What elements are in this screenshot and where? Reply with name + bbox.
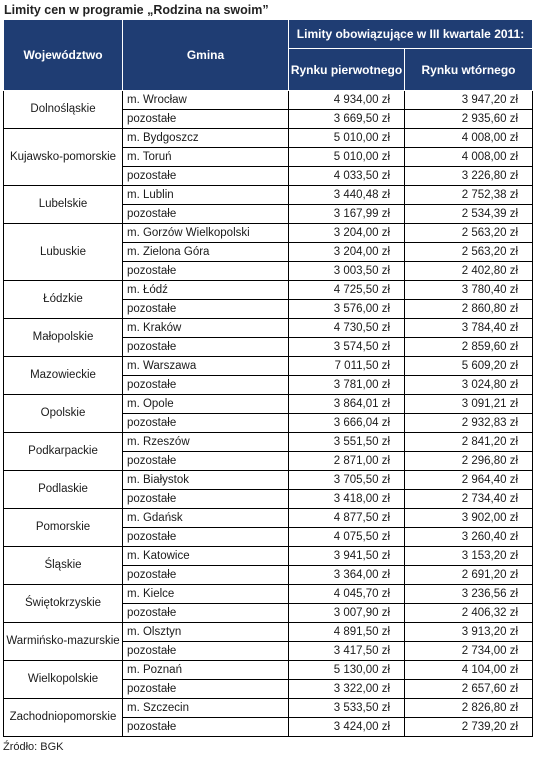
cell-primary-market: 4 730,50 zł <box>289 319 405 338</box>
cell-secondary-market: 3 947,20 zł <box>405 91 533 110</box>
cell-secondary-market: 3 153,20 zł <box>405 547 533 566</box>
cell-gmina: pozostałe <box>123 300 289 319</box>
cell-secondary-market: 4 104,00 zł <box>405 661 533 680</box>
cell-primary-market: 4 934,00 zł <box>289 91 405 110</box>
cell-primary-market: 3 003,50 zł <box>289 262 405 281</box>
cell-secondary-market: 2 563,20 zł <box>405 243 533 262</box>
cell-secondary-market: 2 859,60 zł <box>405 338 533 357</box>
cell-gmina: m. Szczecin <box>123 699 289 718</box>
cell-primary-market: 3 204,00 zł <box>289 224 405 243</box>
cell-primary-market: 4 891,50 zł <box>289 623 405 642</box>
cell-primary-market: 3 576,00 zł <box>289 300 405 319</box>
cell-wojewodztwo: Wielkopolskie <box>4 661 123 699</box>
column-header-gmina: Gmina <box>123 20 289 91</box>
cell-gmina: pozostałe <box>123 680 289 699</box>
cell-secondary-market: 2 734,00 zł <box>405 642 533 661</box>
cell-secondary-market: 2 402,80 zł <box>405 262 533 281</box>
cell-primary-market: 3 864,01 zł <box>289 395 405 414</box>
cell-gmina: m. Bydgoszcz <box>123 129 289 148</box>
cell-primary-market: 2 871,00 zł <box>289 452 405 471</box>
cell-primary-market: 3 424,00 zł <box>289 718 405 737</box>
cell-gmina: pozostałe <box>123 376 289 395</box>
cell-secondary-market: 2 734,40 zł <box>405 490 533 509</box>
cell-gmina: m. Lublin <box>123 186 289 205</box>
cell-primary-market: 3 533,50 zł <box>289 699 405 718</box>
cell-secondary-market: 2 296,80 zł <box>405 452 533 471</box>
cell-secondary-market: 3 226,80 zł <box>405 167 533 186</box>
cell-primary-market: 4 075,50 zł <box>289 528 405 547</box>
cell-primary-market: 3 669,50 zł <box>289 110 405 129</box>
cell-gmina: m. Opole <box>123 395 289 414</box>
cell-primary-market: 5 130,00 zł <box>289 661 405 680</box>
cell-secondary-market: 3 236,56 zł <box>405 585 533 604</box>
cell-secondary-market: 2 563,20 zł <box>405 224 533 243</box>
cell-primary-market: 3 204,00 zł <box>289 243 405 262</box>
cell-primary-market: 3 781,00 zł <box>289 376 405 395</box>
cell-primary-market: 3 551,50 zł <box>289 433 405 452</box>
cell-wojewodztwo: Zachodniopomorskie <box>4 699 123 737</box>
cell-secondary-market: 5 609,20 zł <box>405 357 533 376</box>
cell-secondary-market: 3 091,21 zł <box>405 395 533 414</box>
price-limits-table <box>3 19 533 737</box>
cell-gmina: pozostałe <box>123 110 289 129</box>
cell-secondary-market: 4 008,00 zł <box>405 148 533 167</box>
table-row <box>4 91 533 110</box>
table-header <box>4 20 533 91</box>
table-row <box>4 471 533 490</box>
cell-gmina: pozostałe <box>123 642 289 661</box>
cell-gmina: pozostałe <box>123 452 289 471</box>
cell-secondary-market: 2 935,60 zł <box>405 110 533 129</box>
cell-secondary-market: 4 008,00 zł <box>405 129 533 148</box>
cell-secondary-market: 3 024,80 zł <box>405 376 533 395</box>
cell-primary-market: 3 167,99 zł <box>289 205 405 224</box>
cell-primary-market: 3 574,50 zł <box>289 338 405 357</box>
cell-gmina: pozostałe <box>123 528 289 547</box>
cell-primary-market: 3 007,90 zł <box>289 604 405 623</box>
cell-gmina: m. Olsztyn <box>123 623 289 642</box>
cell-gmina: pozostałe <box>123 167 289 186</box>
table-row <box>4 585 533 604</box>
cell-secondary-market: 2 826,80 zł <box>405 699 533 718</box>
table-row <box>4 357 533 376</box>
column-header-wojewodztwo: Województwo <box>4 20 123 91</box>
cell-secondary-market: 3 780,40 zł <box>405 281 533 300</box>
cell-secondary-market: 2 739,20 zł <box>405 718 533 737</box>
cell-wojewodztwo: Opolskie <box>4 395 123 433</box>
column-header-secondary-market: Rynku wtórnego <box>405 49 533 91</box>
cell-wojewodztwo: Pomorskie <box>4 509 123 547</box>
cell-wojewodztwo: Dolnośląskie <box>4 91 123 129</box>
source-note: Źródło: BGK <box>3 741 64 753</box>
table-row <box>4 224 533 243</box>
cell-gmina: m. Łódź <box>123 281 289 300</box>
cell-primary-market: 3 666,04 zł <box>289 414 405 433</box>
cell-gmina: pozostałe <box>123 566 289 585</box>
table-row <box>4 509 533 528</box>
cell-gmina: m. Katowice <box>123 547 289 566</box>
cell-secondary-market: 3 902,00 zł <box>405 509 533 528</box>
cell-primary-market: 4 725,50 zł <box>289 281 405 300</box>
cell-primary-market: 4 033,50 zł <box>289 167 405 186</box>
table-row <box>4 547 533 566</box>
cell-wojewodztwo: Śląskie <box>4 547 123 585</box>
table-row <box>4 433 533 452</box>
cell-wojewodztwo: Małopolskie <box>4 319 123 357</box>
cell-gmina: m. Wrocław <box>123 91 289 110</box>
cell-gmina: m. Kielce <box>123 585 289 604</box>
cell-wojewodztwo: Świętokrzyskie <box>4 585 123 623</box>
table-row <box>4 623 533 642</box>
cell-primary-market: 3 941,50 zł <box>289 547 405 566</box>
table-row <box>4 186 533 205</box>
cell-secondary-market: 2 406,32 zł <box>405 604 533 623</box>
page-title: Limity cen w programie „Rodzina na swoim” <box>4 3 269 17</box>
cell-gmina: pozostałe <box>123 205 289 224</box>
cell-primary-market: 3 705,50 zł <box>289 471 405 490</box>
cell-secondary-market: 3 913,20 zł <box>405 623 533 642</box>
cell-wojewodztwo: Lubuskie <box>4 224 123 281</box>
cell-secondary-market: 2 534,39 zł <box>405 205 533 224</box>
cell-secondary-market: 2 860,80 zł <box>405 300 533 319</box>
cell-gmina: m. Rzeszów <box>123 433 289 452</box>
cell-gmina: m. Kraków <box>123 319 289 338</box>
cell-wojewodztwo: Kujawsko-pomorskie <box>4 129 123 186</box>
cell-secondary-market: 2 691,20 zł <box>405 566 533 585</box>
table-row <box>4 395 533 414</box>
cell-primary-market: 3 418,00 zł <box>289 490 405 509</box>
cell-primary-market: 3 417,50 zł <box>289 642 405 661</box>
cell-gmina: pozostałe <box>123 262 289 281</box>
cell-wojewodztwo: Podkarpackie <box>4 433 123 471</box>
cell-wojewodztwo: Lubelskie <box>4 186 123 224</box>
cell-gmina: pozostałe <box>123 604 289 623</box>
cell-primary-market: 5 010,00 zł <box>289 148 405 167</box>
cell-secondary-market: 2 752,38 zł <box>405 186 533 205</box>
cell-wojewodztwo: Podlaskie <box>4 471 123 509</box>
cell-wojewodztwo: Łódzkie <box>4 281 123 319</box>
table-row <box>4 319 533 338</box>
cell-gmina: m. Białystok <box>123 471 289 490</box>
cell-wojewodztwo: Warmińsko-mazurskie <box>4 623 123 661</box>
table-row <box>4 661 533 680</box>
cell-primary-market: 4 045,70 zł <box>289 585 405 604</box>
cell-gmina: pozostałe <box>123 414 289 433</box>
cell-wojewodztwo: Mazowieckie <box>4 357 123 395</box>
cell-gmina: m. Gorzów Wielkopolski <box>123 224 289 243</box>
cell-primary-market: 3 364,00 zł <box>289 566 405 585</box>
cell-gmina: pozostałe <box>123 718 289 737</box>
cell-gmina: m. Warszawa <box>123 357 289 376</box>
table-row <box>4 281 533 300</box>
column-header-primary-market: Rynku pierwotnego <box>289 49 405 91</box>
cell-gmina: m. Gdańsk <box>123 509 289 528</box>
cell-gmina: m. Zielona Góra <box>123 243 289 262</box>
table-body <box>4 91 533 737</box>
cell-gmina: m. Poznań <box>123 661 289 680</box>
cell-primary-market: 3 322,00 zł <box>289 680 405 699</box>
cell-secondary-market: 2 964,40 zł <box>405 471 533 490</box>
cell-primary-market: 4 877,50 zł <box>289 509 405 528</box>
cell-primary-market: 7 011,50 zł <box>289 357 405 376</box>
cell-gmina: pozostałe <box>123 490 289 509</box>
cell-secondary-market: 2 841,20 zł <box>405 433 533 452</box>
cell-secondary-market: 3 260,40 zł <box>405 528 533 547</box>
cell-secondary-market: 2 932,83 zł <box>405 414 533 433</box>
cell-gmina: pozostałe <box>123 338 289 357</box>
table-row <box>4 129 533 148</box>
column-group-header-limits: Limity obowiązujące w III kwartale 2011: <box>289 20 533 49</box>
cell-gmina: m. Toruń <box>123 148 289 167</box>
cell-primary-market: 5 010,00 zł <box>289 129 405 148</box>
table-row <box>4 699 533 718</box>
cell-secondary-market: 3 784,40 zł <box>405 319 533 338</box>
cell-primary-market: 3 440,48 zł <box>289 186 405 205</box>
cell-secondary-market: 2 657,60 zł <box>405 680 533 699</box>
